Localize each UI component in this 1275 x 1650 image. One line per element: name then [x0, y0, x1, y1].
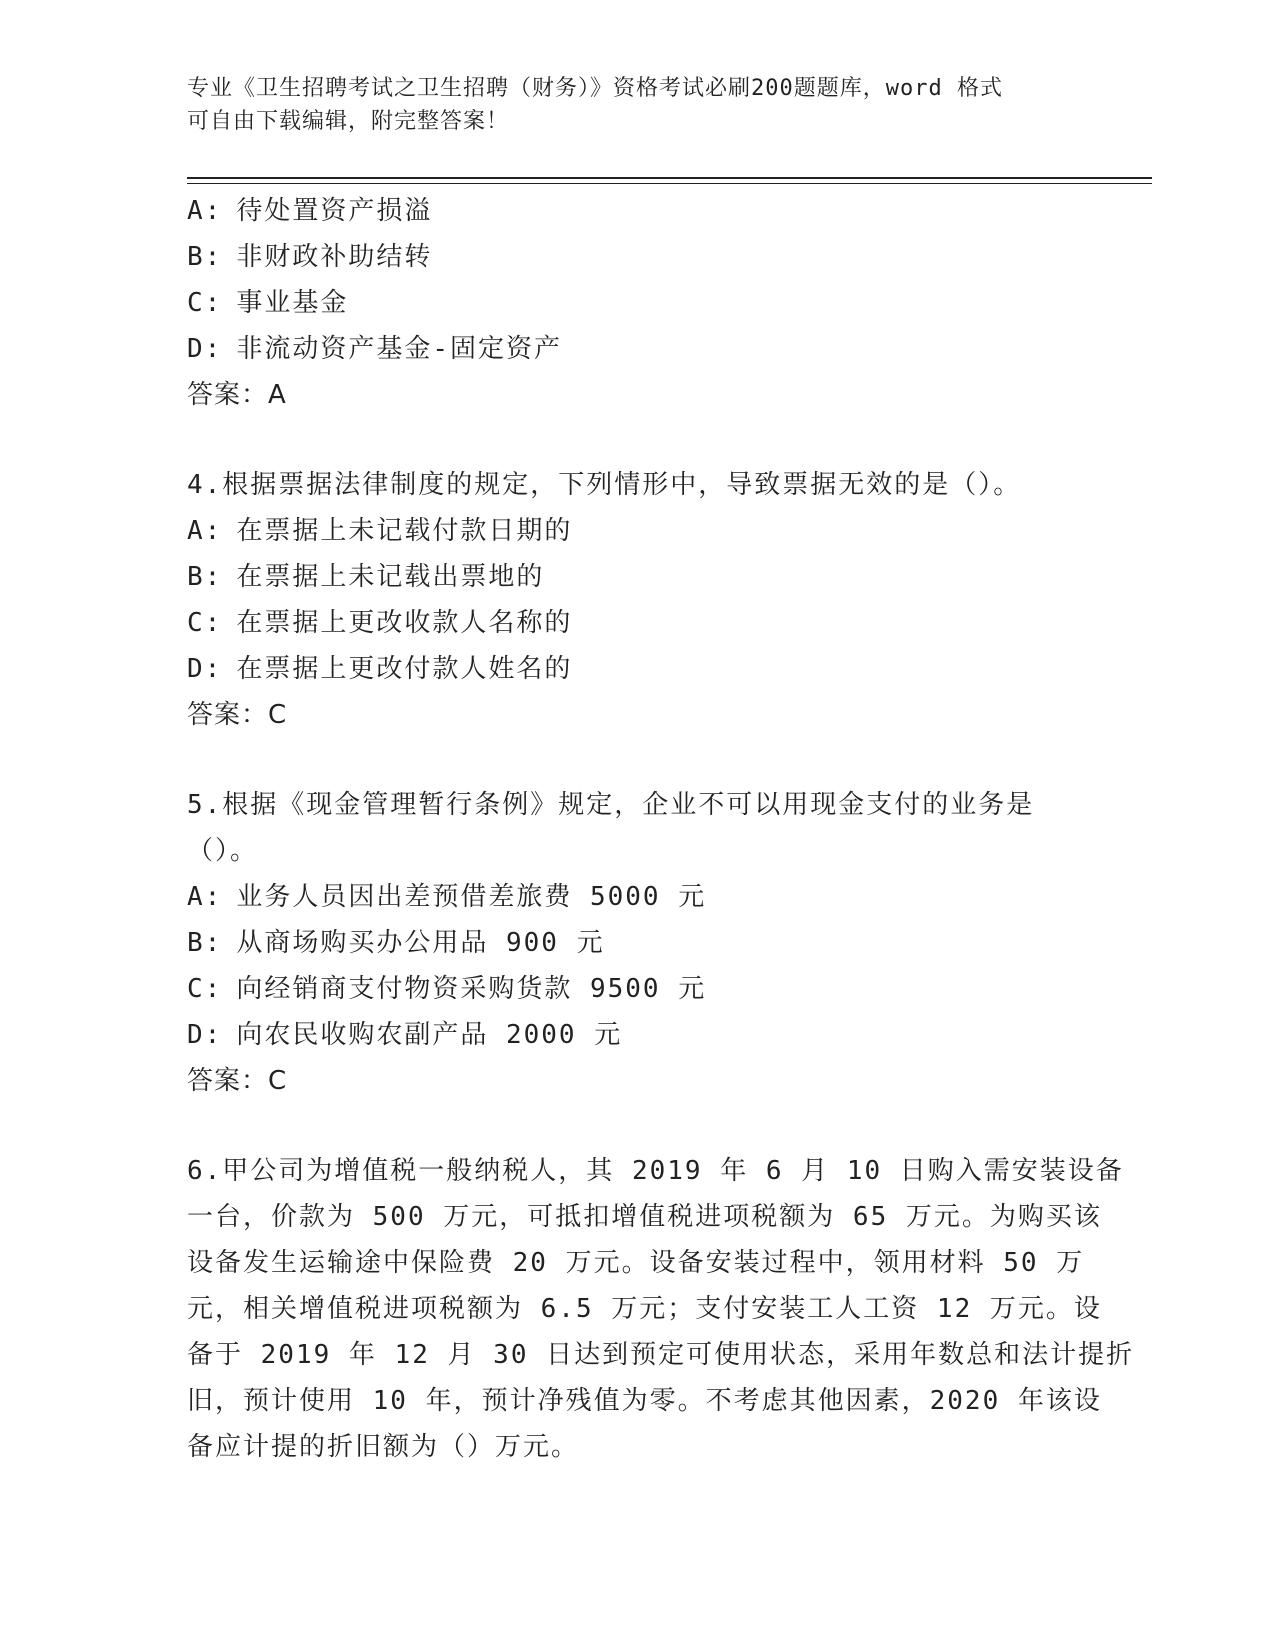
document-body: [187, 188, 1135, 1470]
q5-stem-line-1: 5.根据《现金管理暂行条例》规定，企业不可以用现金支付的业务是: [187, 790, 1035, 820]
q5-answer: 答案：C: [187, 1066, 288, 1096]
question-6: [187, 1148, 1135, 1470]
q6-stem-line-1: 6.甲公司为增值税一般纳税人，其 2019 年 6 月 10 日购入需安装设备: [187, 1156, 1124, 1186]
header-line-2: 可自由下载编辑，附完整答案！: [187, 109, 510, 134]
header-divider-thick: [187, 177, 1152, 179]
question-3: [187, 188, 1087, 418]
q3-option-d: D: 非流动资产基金-固定资产: [187, 334, 562, 364]
q6-stem-line-4: 元，相关增值税进项税额为 6.5 万元；支付安装工人工资 12 万元。设: [187, 1294, 1102, 1324]
header-divider-thin: [187, 183, 1152, 184]
question-4: [187, 462, 1087, 738]
document-header: [187, 72, 1067, 138]
q5-option-b: B: 从商场购买办公用品 900 元: [187, 928, 605, 958]
q5-option-c: C: 向经销商支付物资采购货款 9500 元: [187, 974, 707, 1004]
q6-stem: [187, 1148, 1135, 1470]
q3-option-a: A: 待处置资产损溢: [187, 196, 433, 226]
q4-stem-line-1: 4.根据票据法律制度的规定，下列情形中，导致票据无效的是（）。: [187, 470, 1022, 500]
q4-option-b: B: 在票据上未记载出票地的: [187, 562, 545, 592]
q3-answer: 答案：A: [187, 380, 287, 410]
q5-stem-line-2: （）。: [187, 836, 259, 866]
q5-option-d: D: 向农民收购农副产品 2000 元: [187, 1020, 623, 1050]
q4-stem: [187, 462, 1087, 508]
q6-stem-line-2: 一台，价款为 500 万元，可抵扣增值税进项税额为 65 万元。为购买该: [187, 1202, 1102, 1232]
q4-option-c: C: 在票据上更改收款人名称的: [187, 608, 573, 638]
q6-stem-line-6: 旧，预计使用 10 年，预计净残值为零。不考虑其他因素，2020 年该设: [187, 1386, 1102, 1416]
q3-option-c: C: 事业基金: [187, 288, 349, 318]
header-line-1: 专业《卫生招聘考试之卫生招聘（财务）》资格考试必刷200题题库，word 格式: [187, 76, 1003, 101]
q6-stem-line-5: 备于 2019 年 12 月 30 日达到预定可使用状态，采用年数总和法计提折: [187, 1340, 1135, 1370]
q6-stem-line-7: 备应计提的折旧额为（）万元。: [187, 1432, 580, 1462]
question-5: [187, 782, 1087, 1104]
q5-stem: [187, 782, 1087, 874]
q3-option-b: B: 非财政补助结转: [187, 242, 433, 272]
q6-stem-line-3: 设备发生运输途中保险费 20 万元。设备安装过程中，领用材料 50 万: [187, 1248, 1085, 1278]
q4-answer: 答案：C: [187, 700, 288, 730]
q4-option-d: D: 在票据上更改付款人姓名的: [187, 654, 573, 684]
q5-option-a: A: 业务人员因出差预借差旅费 5000 元: [187, 882, 707, 912]
q4-option-a: A: 在票据上未记载付款日期的: [187, 516, 573, 546]
